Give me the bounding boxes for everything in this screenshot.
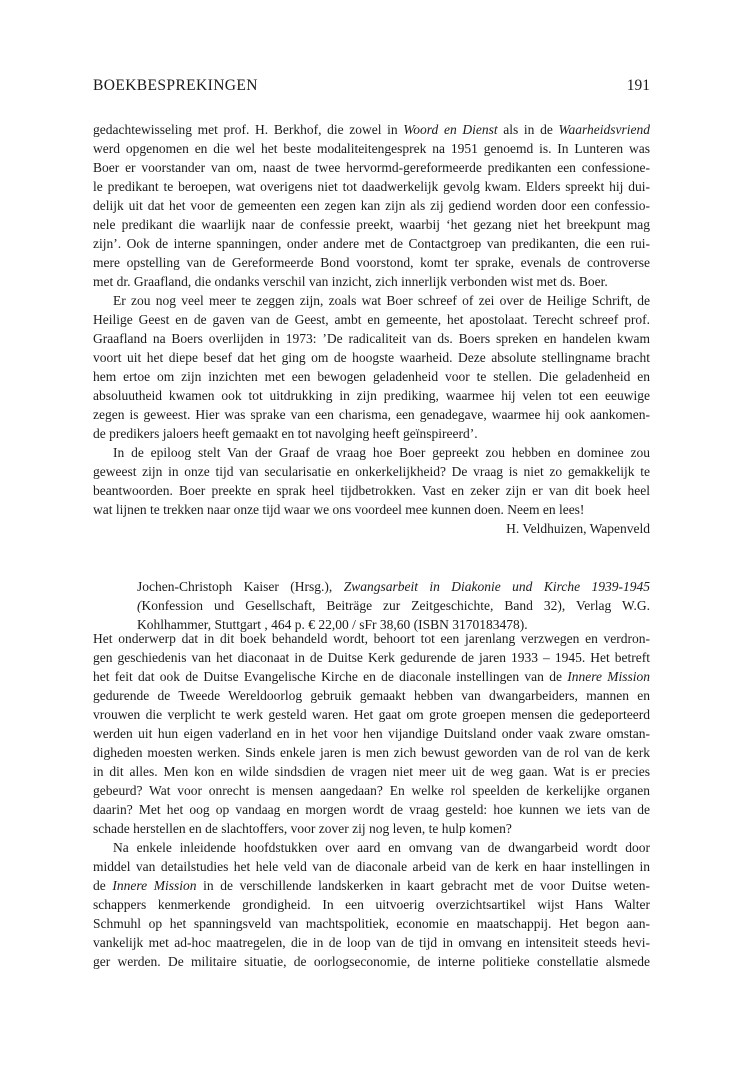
text-line: Boer er voorstander van om, naast de twee hervormd-gereformeerde predikanten een confessione- [93, 160, 650, 175]
text-line: zijn’. Ook de interne spanningen, onder andere met de Contactgroep van predikanten, die een rui- [93, 236, 650, 251]
text-line: middel van detailstudies het hele veld van de diaconale arbeid van de kerk en haar instellingen in [93, 859, 650, 874]
text-line: Graafland na Boers overlijden in 1973: ’De radicaliteit van ds. Boers spreken en handelen kwam [93, 331, 650, 346]
book-title: Zwangsarbeit in Diakonie und Kirche 1939-1945 [343, 579, 650, 594]
review-2-body [93, 629, 650, 971]
reviewer-signature: H. Veldhuizen, Wapenveld [506, 521, 650, 536]
book-reference [137, 577, 650, 634]
text-line: zegen is geweest. Hier was sprake van een charisma, een genadegave, waarmee hij ook aankomen- [93, 407, 650, 422]
italic-term: Innere Mission [567, 669, 650, 684]
italic-title: Waarheidsvriend [558, 122, 650, 137]
text-line: werd opgenomen en die wel het beste modaliteitengesprek na 1951 genoemd is. In Lunteren was [93, 141, 650, 156]
text-line: Schmuhl op het spanningsveld van machtspolitiek, economie en maatschappij. Het begon aan- [93, 916, 650, 931]
text-line: vrouwen die verplicht te werk gesteld waren. Het gaat om grote groepen mensen die gedeporteerd [93, 707, 650, 722]
text-line: le predikant te beroepen, wat overigens niet tot daadwerkelijk gevolg kwam. Elders spreekt hij dui- [93, 179, 650, 194]
review-1-body [93, 120, 650, 538]
text-line: de predikers jaloers heeft gemaakt en tot navolging heeft geïnspireerd’. [93, 426, 478, 441]
text-line: geweest zijn in onze tijd van secularisatie en onkerkelijkheid? De vraag is niet zo gemakkelijk te [93, 464, 650, 479]
reference-line: Kohlhammer, Stuttgart , 464 p. € 22,00 / sFr 38,60 (ISBN 3170183478). [137, 617, 528, 632]
text-line: in dit alles. Men kon en wilde sindsdien de vragen niet meer uit de weg gaan. Wat is er precies [93, 764, 650, 779]
italic-title: Woord en Dienst [403, 122, 498, 137]
text-line: het feit dat ook de Duitse Evangelische Kirche en de diaconale instellingen van de Innere Mission [93, 669, 650, 684]
text-line: nele predikant die waarlijk naar de confessie preekt, waarbij ‘het gezang niet het breekpunt mag [93, 217, 650, 232]
text-line: hem ertoe om zijn inzichten met een bewogen geladenheid voor te stellen. Die geladenheid en [93, 369, 650, 384]
text-line: schappers kenmerkende grondigheid. In een uitvoerig overzichtsartikel wijst Hans Walter [93, 897, 650, 912]
text-line: voort uit het diepe besef dat het ging om de hoogste waarheid. Deze absolute stellingname bracht [93, 350, 650, 365]
text-line: schade herstellen en de slachtoffers, voor zover zij nog leven, te hulp komen? [93, 821, 512, 836]
text-line: de Innere Mission in de verschillende landskerken in kaart gebracht met de voor Duitse weten- [93, 878, 650, 893]
italic-term: Innere Mission [112, 878, 197, 893]
text-line: beantwoorden. Boer preekte en sprak heel tijdbetrokken. Vast en zeker zijn er van dit boek heel [93, 483, 650, 498]
text-line: Heilige Geest en de gaven van de Geest, ambt en gemeente, het apostolaat. Terecht schreef prof. [93, 312, 650, 327]
reference-line: Jochen-Christoph Kaiser (Hrsg.), Zwangsarbeit in Diakonie und Kirche 1939-1945 [137, 579, 650, 594]
reference-line: (Konfession und Gesellschaft, Beiträge zur Zeitgeschichte, Band 32), Verlag W.G. [137, 598, 650, 613]
text-line: wat lijnen te trekken naar onze tijd waar we ons voordeel mee kunnen doen. Neem en lees! [93, 502, 585, 517]
text-line: In de epiloog stelt Van der Graaf de vraag hoe Boer gepreekt zou hebben en dominee zou [113, 445, 650, 460]
text-line: gedachtewisseling met prof. H. Berkhof, die zowel in Woord en Dienst als in de Waarheidsvriend [93, 122, 650, 137]
page-number: 191 [626, 77, 650, 94]
text-line: gebeurd? Wat voor onrecht is mensen aangedaan? En welke rol speelden de kerkelijke organen [93, 783, 650, 798]
text-line: Na enkele inleidende hoofdstukken over aard en omvang van de dwangarbeid wordt door [113, 840, 650, 855]
text-line: digheden moesten werken. Sinds enkele jaren is men zich bewust geworden van de rol van de kerk [93, 745, 650, 760]
text-line: ger werden. De militaire situatie, de oorlogseconomie, de interne politieke constellatie alsmede [93, 954, 650, 969]
text-line: daarin? Met het oog op vandaag en morgen wordt de vraag gesteld: hoe kunnen we iets van de [93, 802, 650, 817]
text-line: Er zou nog veel meer te zeggen zijn, zoals wat Boer schreef of zei over de Heilige Schrift, de [113, 293, 650, 308]
text-line: absoluutheid kwamen ook tot uitdrukking in zijn prediking, waarmee hij velen tot een eeuwige [93, 388, 650, 403]
section-title: BOEKBESPREKINGEN [93, 77, 258, 94]
text-line: gedurende de Tweede Wereldoorlog gebruik gemaakt hebben van dwangarbeiders, mannen en [93, 688, 650, 703]
text-line: met dr. Graafland, die ondanks verschil van inzicht, zich innerlijk verbonden wist met ds. Boer. [93, 274, 608, 289]
text-line: gen geschiedenis van het diaconaat in de Duitse Kerk gedurende de jaren 1933 – 1945. Het betreft [93, 650, 650, 665]
text-line: mere opstelling van de Gereformeerde Bond voorstond, komt ter sprake, evenals de controverse [93, 255, 650, 270]
text-line: vankelijk met ad-hoc maatregelen, die in de loop van de tijd in omvang en intensiteit steeds hevi- [93, 935, 650, 950]
text-line: Het onderwerp dat in dit boek behandeld wordt, behoort tot een jarenlang verzwegen en verdron- [93, 631, 650, 646]
text-line: delijk uit dat het voor de gemeenten een zegen kan zijn als zij gediend worden door een confessio- [93, 198, 650, 213]
text-line: werden uit hun eigen vaderland en in het voor hen vijandige Duitsland onder vaak zware omstan- [93, 726, 650, 741]
